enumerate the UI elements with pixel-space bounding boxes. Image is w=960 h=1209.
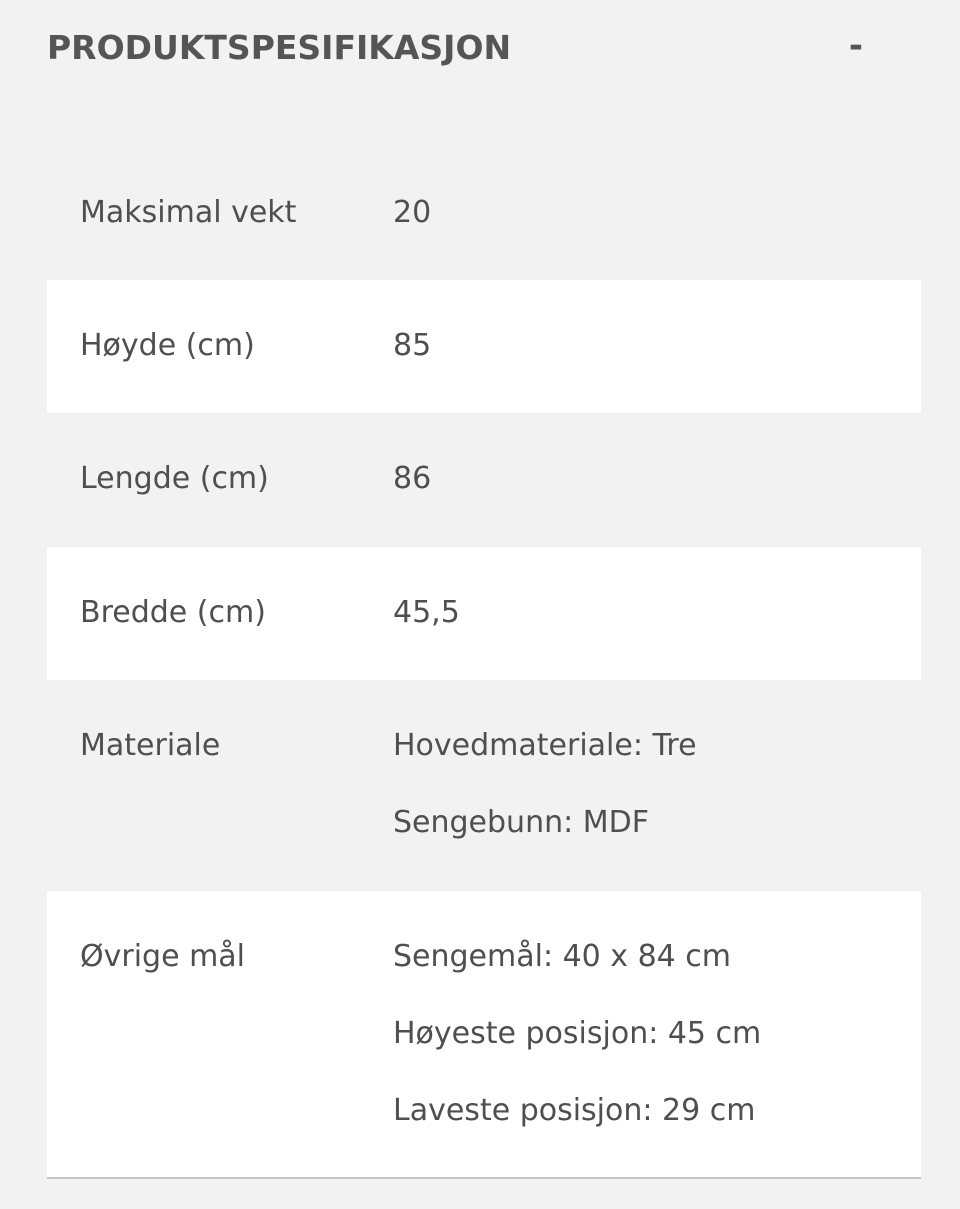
spec-table <box>47 146 921 1179</box>
spec-value: 85 <box>393 328 432 363</box>
spec-values <box>393 726 697 843</box>
spec-value: Laveste posisjon: 29 cm <box>393 1093 756 1128</box>
spec-value: Sengemål: 40 x 84 cm <box>393 939 732 974</box>
spec-row-hoyde <box>47 280 921 413</box>
spec-value: 20 <box>393 195 432 230</box>
spec-value: Høyeste posisjon: 45 cm <box>393 1016 762 1051</box>
spec-values <box>393 459 431 499</box>
spec-label: Maksimal vekt <box>80 195 297 230</box>
spec-row-maksimal-vekt <box>47 146 921 280</box>
spec-value: 86 <box>393 461 432 496</box>
spec-value: Sengebunn: MDF <box>393 805 649 840</box>
spec-row-bredde <box>47 547 921 680</box>
spec-row-ovrige-mal <box>47 891 921 1179</box>
spec-values <box>393 593 460 633</box>
spec-values <box>393 937 761 1131</box>
spec-value: 45,5 <box>393 595 460 630</box>
spec-values <box>393 326 431 366</box>
spec-label: Materiale <box>80 728 221 763</box>
spec-label: Øvrige mål <box>80 939 246 974</box>
spec-header[interactable] <box>47 0 921 100</box>
spec-values <box>393 193 431 233</box>
spec-label: Høyde (cm) <box>80 328 255 363</box>
section-title: PRODUKTSPESIFIKASJON <box>47 28 512 67</box>
divider <box>47 1177 921 1179</box>
spec-value: Hovedmateriale: Tre <box>393 728 697 763</box>
spec-label: Lengde (cm) <box>80 461 269 496</box>
spec-row-materiale <box>47 680 921 891</box>
spec-label: Bredde (cm) <box>80 595 266 630</box>
spec-row-lengde <box>47 413 921 547</box>
collapse-button[interactable]: - <box>848 26 863 66</box>
